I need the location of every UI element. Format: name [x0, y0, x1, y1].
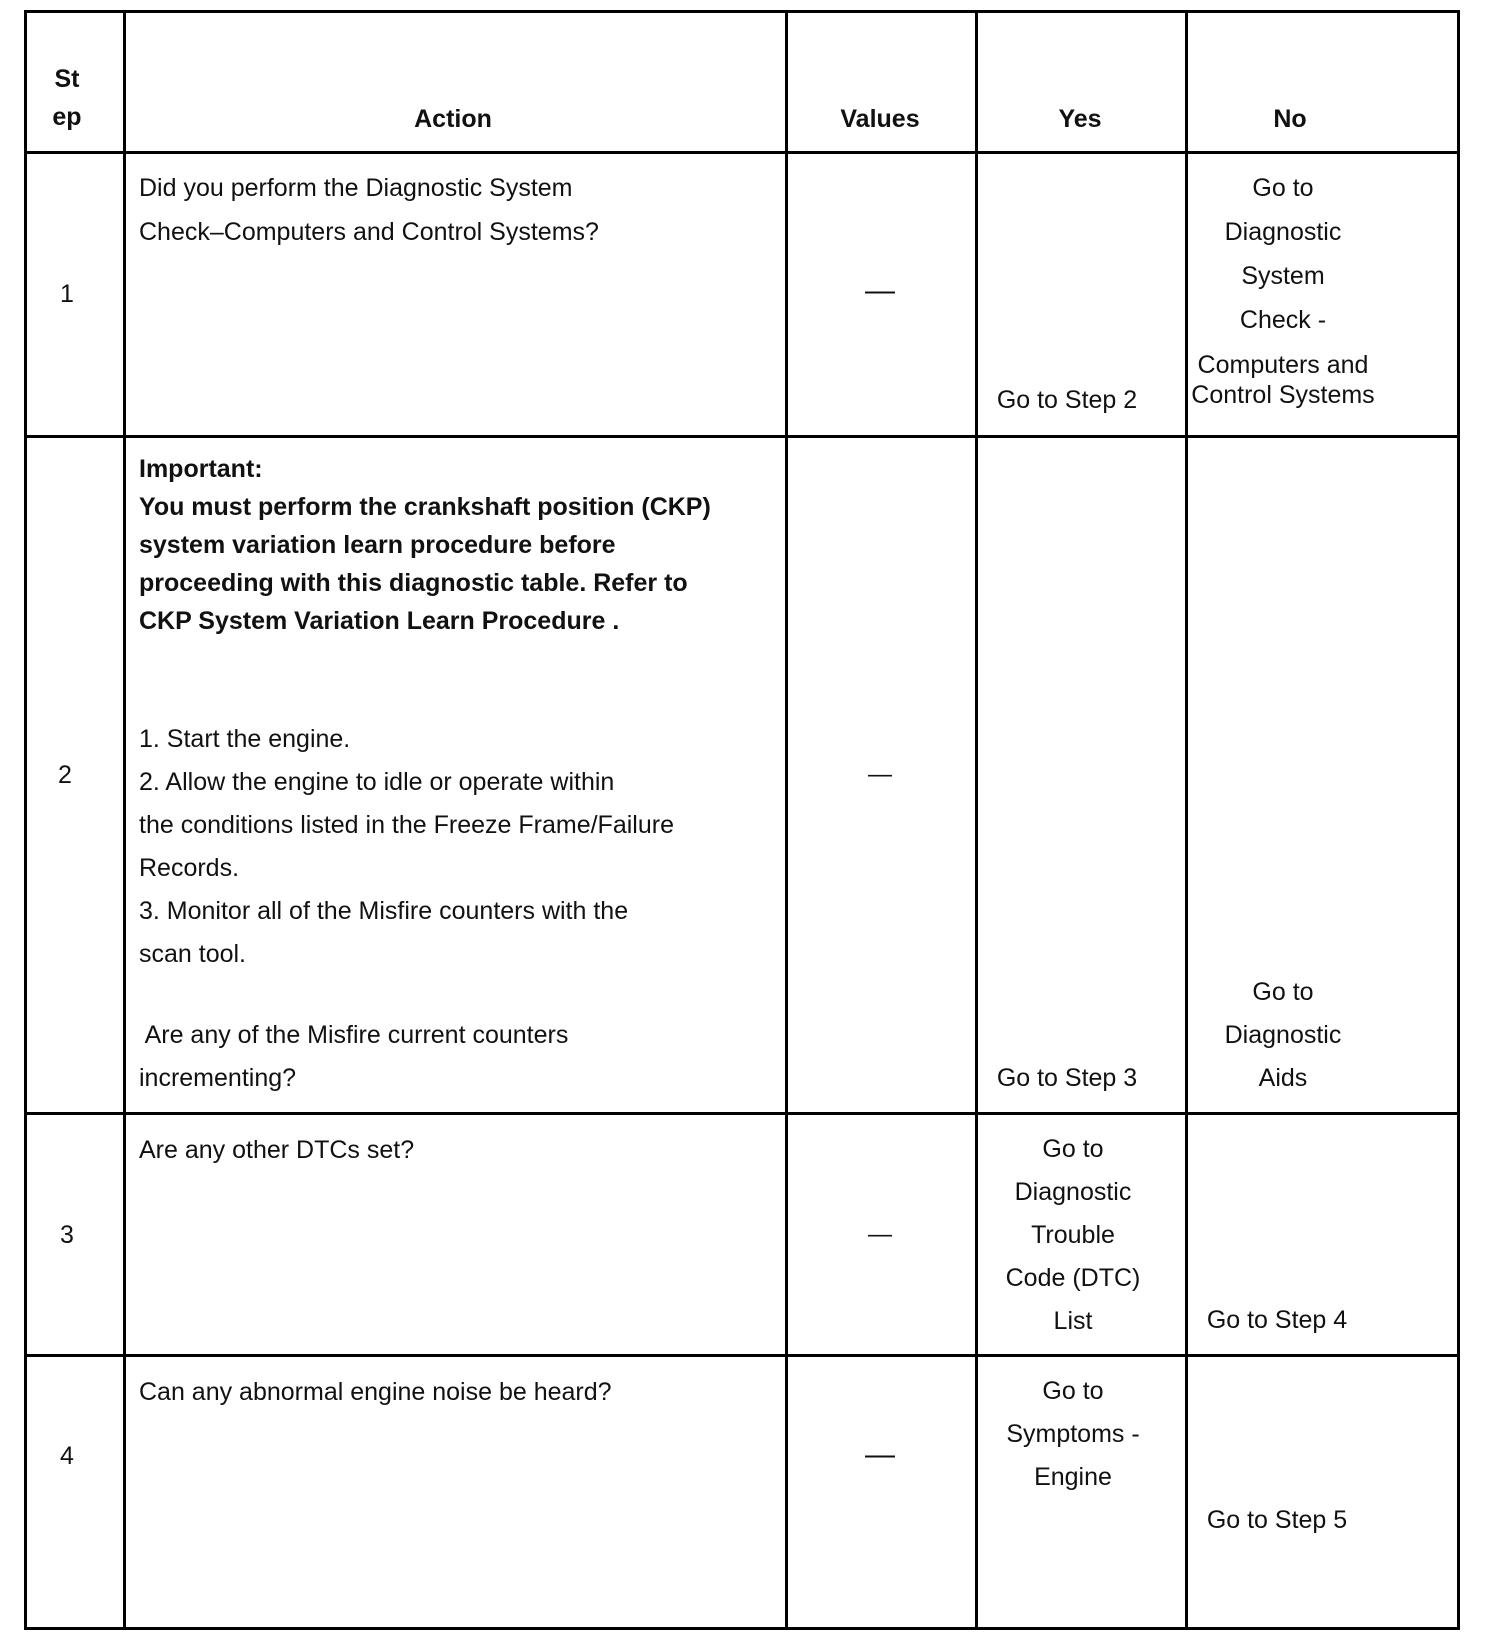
column-divider — [123, 13, 126, 1627]
row-divider — [27, 151, 1457, 154]
important-line: You must perform the crankshaft position (CKP) — [139, 493, 711, 521]
no-line: Control Systems — [1191, 381, 1375, 409]
no-link[interactable] — [1185, 971, 1381, 1100]
yes-line: List — [1053, 1307, 1093, 1335]
action-steps — [139, 718, 674, 976]
action-line: 2. Allow the engine to idle or operate within — [139, 768, 615, 796]
yes-line: Symptoms - — [1006, 1420, 1140, 1448]
value-cell: — — [865, 1438, 895, 1471]
action-question — [139, 1014, 568, 1100]
row-divider — [27, 1354, 1457, 1357]
important-line: proceeding with this diagnostic table. Refer to — [139, 569, 688, 597]
value-cell: — — [868, 1221, 892, 1248]
no-line: Diagnostic — [1224, 218, 1342, 246]
step-number: 4 — [60, 1442, 74, 1470]
action-text — [139, 166, 599, 254]
header-no: No — [1273, 105, 1307, 133]
no-line: Check - — [1239, 306, 1327, 334]
yes-line: Go to — [1042, 1377, 1104, 1405]
action-text — [139, 1370, 612, 1414]
yes-line: Diagnostic — [1014, 1178, 1132, 1206]
header-step-line: ep — [52, 103, 82, 131]
important-line: CKP System Variation Learn Procedure . — [139, 607, 620, 635]
row-divider — [27, 1112, 1457, 1115]
action-line: Can any abnormal engine noise be heard? — [139, 1378, 612, 1406]
value-cell: — — [868, 761, 892, 788]
important-line: system variation learn procedure before — [139, 531, 616, 559]
no-line: Computers and — [1197, 351, 1369, 379]
no-line: System — [1241, 262, 1325, 290]
question-line: Are any of the Misfire current counters — [139, 1021, 569, 1049]
action-text — [139, 1128, 414, 1172]
column-divider — [785, 13, 788, 1627]
yes-line: Go to — [1042, 1135, 1104, 1163]
important-label: Important: — [139, 455, 263, 483]
no-link[interactable] — [1185, 166, 1381, 410]
header-yes: Yes — [1058, 105, 1102, 133]
action-line: Did you perform the Diagnostic System — [139, 174, 573, 202]
yes-link[interactable]: Go to Step 3 — [996, 1064, 1138, 1092]
action-line: Records. — [139, 854, 240, 882]
yes-line: Code (DTC) — [1005, 1264, 1141, 1292]
yes-link[interactable] — [975, 1128, 1171, 1343]
no-line: Diagnostic — [1224, 1021, 1342, 1049]
no-link[interactable]: Go to Step 5 — [1206, 1506, 1348, 1534]
yes-line: Engine — [1034, 1463, 1112, 1491]
important-note — [139, 450, 711, 640]
header-step-line: St — [54, 65, 80, 93]
step-number: 2 — [58, 761, 72, 789]
no-line: Go to — [1252, 978, 1314, 1006]
header-step — [27, 60, 107, 136]
yes-link[interactable]: Go to Step 2 — [996, 386, 1138, 414]
action-line: scan tool. — [139, 940, 247, 968]
value-cell: — — [865, 274, 895, 307]
action-line: 1. Start the engine. — [139, 725, 351, 753]
no-link[interactable]: Go to Step 4 — [1206, 1306, 1348, 1334]
action-line: 3. Monitor all of the Misfire counters with the — [139, 897, 629, 925]
header-values: Values — [840, 105, 920, 133]
question-line: incrementing? — [139, 1064, 297, 1092]
step-number: 1 — [60, 280, 74, 308]
yes-link[interactable] — [975, 1370, 1171, 1499]
action-line: Are any other DTCs set? — [139, 1136, 415, 1164]
no-line: Aids — [1258, 1064, 1308, 1092]
no-line: Go to — [1252, 174, 1314, 202]
action-line: the conditions listed in the Freeze Frame/Failure — [139, 811, 674, 839]
step-number: 3 — [60, 1221, 74, 1249]
action-line: Check–Computers and Control Systems? — [139, 218, 599, 246]
header-action: Action — [414, 105, 492, 133]
row-divider — [27, 435, 1457, 438]
yes-line: Trouble — [1031, 1221, 1115, 1249]
